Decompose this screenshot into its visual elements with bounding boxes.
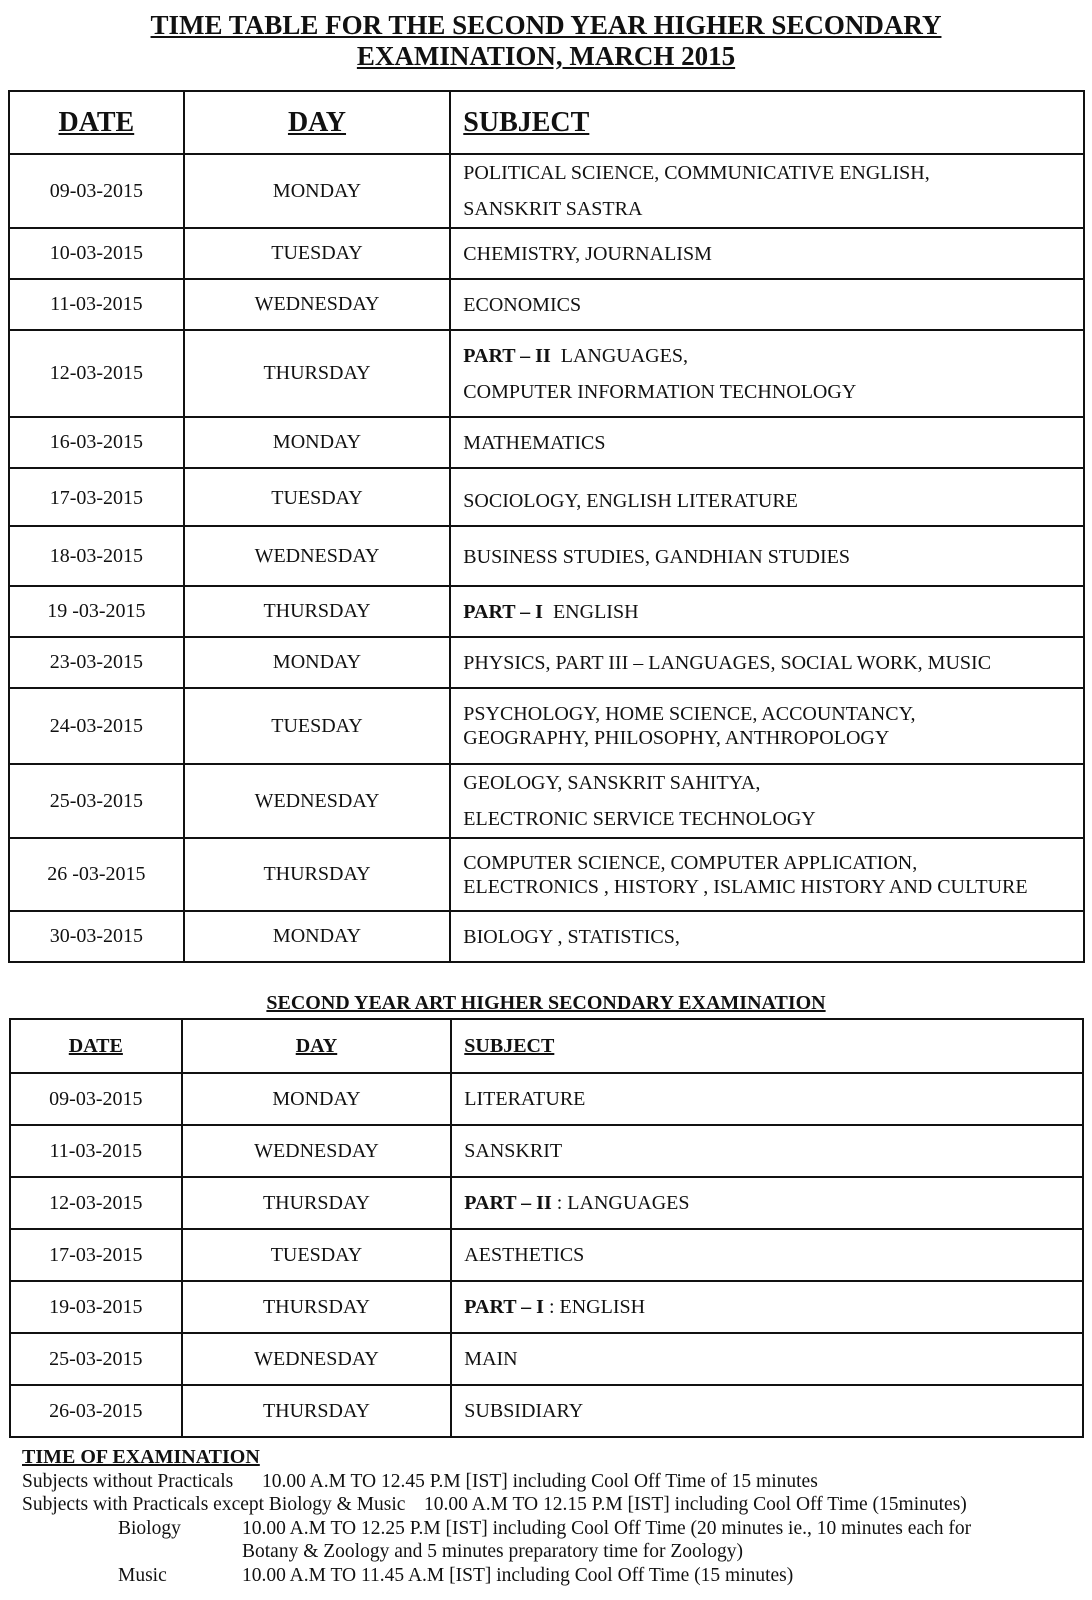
table-row (9, 526, 1084, 586)
subject-cell: SOCIOLOGY, ENGLISH LITERATURE (450, 468, 1084, 526)
date-cell: 30-03-2015 (9, 911, 184, 962)
subject-cell: POLITICAL SCIENCE, COMMUNICATIVE ENGLISH, SANSKRIT SASTRA (450, 154, 1084, 228)
art-timetable (9, 1018, 1084, 1438)
subject-cell: PSYCHOLOGY, HOME SCIENCE, ACCOUNTANCY, GEOGRAPHY, PHILOSOPHY, ANTHROPOLOGY (450, 688, 1084, 764)
header-subject: SUBJECT (451, 1019, 1083, 1073)
date-cell: 16-03-2015 (9, 417, 184, 468)
subject-cell: CHEMISTRY, JOURNALISM (450, 228, 1084, 279)
date-cell: 24-03-2015 (9, 688, 184, 764)
day-cell: THURSDAY (182, 1281, 452, 1333)
date-cell: 10-03-2015 (9, 228, 184, 279)
subject-cell: AESTHETICS (451, 1229, 1083, 1281)
date-cell: 18-03-2015 (9, 526, 184, 586)
table-row (10, 1177, 1083, 1229)
header-row (9, 91, 1084, 154)
day-cell: TUESDAY (184, 228, 451, 279)
subject-cell: PART – II LANGUAGES, COMPUTER INFORMATION TECHNOLOGY (450, 330, 1084, 417)
time-label: Subjects with Practicals except Biology & Music (22, 1494, 406, 1515)
art-section-title: SECOND YEAR ART HIGHER SECONDARY EXAMINATION (266, 992, 826, 1014)
day-cell: WEDNESDAY (182, 1333, 452, 1385)
time-row-music (22, 1564, 1082, 1588)
date-cell: 26-03-2015 (10, 1385, 182, 1437)
title-line-1: TIME TABLE FOR THE SECOND YEAR HIGHER SECONDARY (150, 10, 942, 40)
date-cell: 19-03-2015 (10, 1281, 182, 1333)
main-timetable (8, 90, 1085, 963)
date-cell: 09-03-2015 (10, 1073, 182, 1125)
subject-cell: PHYSICS, PART III – LANGUAGES, SOCIAL WORK, MUSIC (450, 637, 1084, 688)
title-line-2: EXAMINATION, MARCH 2015 (356, 41, 736, 71)
subject-cell: LITERATURE (451, 1073, 1083, 1125)
date-cell: 25-03-2015 (10, 1333, 182, 1385)
time-row-biology (22, 1517, 1082, 1541)
day-cell: WEDNESDAY (184, 526, 451, 586)
date-cell: 19 -03-2015 (9, 586, 184, 637)
subject-cell: BIOLOGY , STATISTICS, (450, 911, 1084, 962)
header-subject: SUBJECT (450, 91, 1084, 154)
time-label: Subjects without Practicals (22, 1470, 234, 1492)
time-value: 10.00 A.M TO 11.45 A.M [IST] including Cool Off Time (15 minutes) (242, 1564, 794, 1586)
date-cell: 25-03-2015 (9, 764, 184, 838)
table-row (9, 154, 1084, 228)
day-cell: THURSDAY (182, 1385, 452, 1437)
day-cell: TUESDAY (182, 1229, 452, 1281)
day-cell: MONDAY (184, 911, 451, 962)
date-cell: 12-03-2015 (10, 1177, 182, 1229)
day-cell: WEDNESDAY (184, 279, 451, 330)
day-cell: THURSDAY (184, 330, 451, 417)
time-value: Botany & Zoology and 5 minutes preparatory time for Zoology) (242, 1541, 743, 1562)
time-value: 10.00 A.M TO 12.25 P.M [IST] including Cool Off Time (20 minutes ie., 10 minutes each for (242, 1517, 972, 1539)
table-row (9, 637, 1084, 688)
header-date: DATE (10, 1019, 182, 1073)
table-row (9, 417, 1084, 468)
header-row (10, 1019, 1083, 1073)
day-cell: TUESDAY (184, 688, 451, 764)
table-row (10, 1073, 1083, 1125)
table-row (9, 330, 1084, 417)
time-value: 10.00 A.M TO 12.45 P.M [IST] including Cool Off Time of 15 minutes (262, 1470, 818, 1492)
time-label: Biology (118, 1517, 181, 1539)
table-row (10, 1281, 1083, 1333)
table-row (9, 228, 1084, 279)
table-row (9, 586, 1084, 637)
time-heading: TIME OF EXAMINATION (22, 1446, 260, 1468)
day-cell: THURSDAY (184, 586, 451, 637)
date-cell: 09-03-2015 (9, 154, 184, 228)
subject-cell: SUBSIDIARY (451, 1385, 1083, 1437)
time-label: Music (118, 1564, 167, 1586)
time-value: 10.00 A.M TO 12.15 P.M [IST] including Cool Off Time (15minutes) (424, 1494, 967, 1515)
header-date: DATE (9, 91, 184, 154)
date-cell: 12-03-2015 (9, 330, 184, 417)
table-row (10, 1385, 1083, 1437)
subject-cell: PART – I ENGLISH (450, 586, 1084, 637)
day-cell: MONDAY (184, 154, 451, 228)
date-cell: 11-03-2015 (10, 1125, 182, 1177)
subject-cell: MAIN (451, 1333, 1083, 1385)
subject-cell: COMPUTER SCIENCE, COMPUTER APPLICATION, ELECTRONICS , HISTORY , ISLAMIC HISTORY AND CULTURE (450, 838, 1084, 911)
subject-cell: SANSKRIT (451, 1125, 1083, 1177)
table-row (10, 1125, 1083, 1177)
subject-cell: ECONOMICS (450, 279, 1084, 330)
day-cell: MONDAY (184, 637, 451, 688)
table-row (9, 688, 1084, 764)
date-cell: 17-03-2015 (10, 1229, 182, 1281)
table-row (9, 279, 1084, 330)
time-row-without-practicals (22, 1470, 1082, 1494)
day-cell: THURSDAY (184, 838, 451, 911)
subject-cell: GEOLOGY, SANSKRIT SAHITYA, ELECTRONIC SERVICE TECHNOLOGY (450, 764, 1084, 838)
subject-cell: BUSINESS STUDIES, GANDHIAN STUDIES (450, 526, 1084, 586)
table-row (9, 764, 1084, 838)
header-day: DAY (182, 1019, 452, 1073)
day-cell: TUESDAY (184, 468, 451, 526)
day-cell: MONDAY (182, 1073, 452, 1125)
day-cell: THURSDAY (182, 1177, 452, 1229)
header-day: DAY (184, 91, 451, 154)
date-cell: 17-03-2015 (9, 468, 184, 526)
day-cell: WEDNESDAY (182, 1125, 452, 1177)
subject-cell: MATHEMATICS (450, 417, 1084, 468)
day-cell: MONDAY (184, 417, 451, 468)
subject-cell: PART – II : LANGUAGES (451, 1177, 1083, 1229)
table-row (9, 468, 1084, 526)
date-cell: 26 -03-2015 (9, 838, 184, 911)
table-row (10, 1333, 1083, 1385)
table-row (9, 911, 1084, 962)
page-title (0, 10, 1092, 72)
time-row-biology-cont (22, 1540, 1082, 1564)
table-row (10, 1229, 1083, 1281)
table-row (9, 838, 1084, 911)
day-cell: WEDNESDAY (184, 764, 451, 838)
date-cell: 11-03-2015 (9, 279, 184, 330)
subject-cell: PART – I : ENGLISH (451, 1281, 1083, 1333)
time-row-with-practicals (22, 1493, 1082, 1517)
time-of-examination (22, 1446, 1082, 1587)
date-cell: 23-03-2015 (9, 637, 184, 688)
